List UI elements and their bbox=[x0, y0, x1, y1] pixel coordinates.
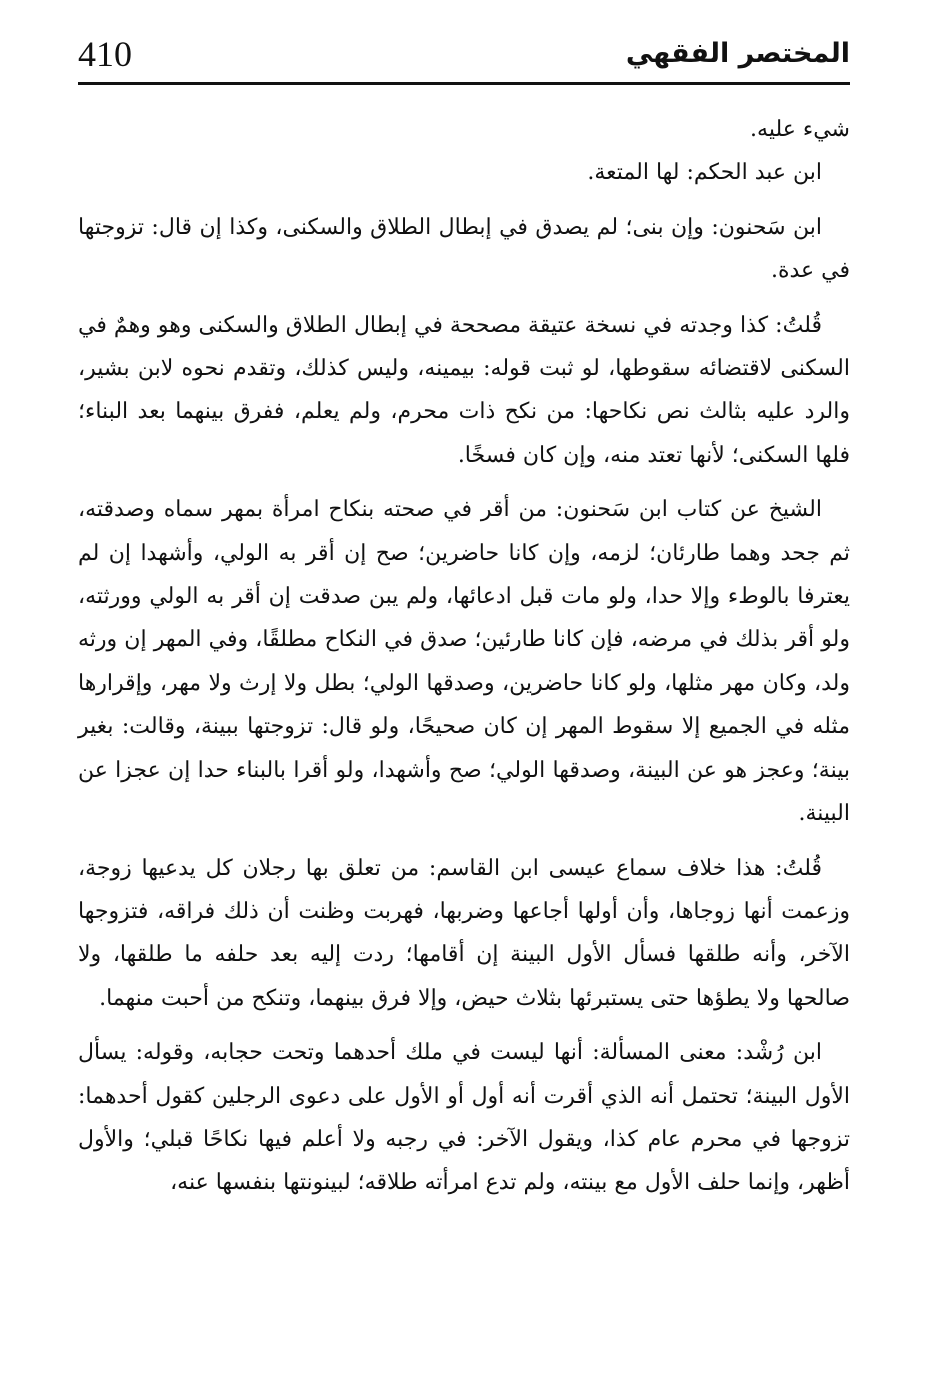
paragraph-3: ابن سَحنون: وإن بنى؛ لم يصدق في إبطال الطلاق والسكنى، وكذا إن قال: تزوجتها في عدة. bbox=[78, 214, 850, 284]
paragraph-5: الشيخ عن كتاب ابن سَحنون: من أقر في صحته بنكاح امرأة بمهر سماه وصدقته، ثم جحد وهما طارئان؛ لزمه، وإن كانا حاضرين؛ صح إن أقر به الولي، وأشهدا إن لم يعترفا بالوطء وإلا حدا، ولو مات قبل ادعائها، ولم يبن صدقت إن أقر به الولي وورثته، ولو أقر بذلك في مرضه، فإن كانا طارئين؛ صدق في النكاح مطلقًا، وفي المهر إن ورثه ولد، وكان مهر مثلها، ولو كانا حاضرين، وصدقها الولي؛ بطل ولا إرث ولا مهر، وإقرارها مثله في الجميع إلا سقوط المهر إن كان صحيحًا، ولو قال: تزوجتها ببينة، وقالت: بغير بينة؛ وعجز هو عن البينة، وصدقها الولي؛ صح وأشهدا، ولو أقرا بالبناء حدا إن عجزا عن البينة. bbox=[78, 497, 850, 827]
book-title: المختصر الفقهي bbox=[625, 38, 850, 69]
page-header bbox=[78, 30, 850, 78]
paragraph-6: قُلتُ: هذا خلاف سماع عيسى ابن القاسم: من تعلق بها رجلان كل يدعيها زوجة، وزعمت أنها زوجاها، وأن أولها أجاعها وضربها، فهربت وظنت أن ذلك فراقه، فتزوجها الآخر، وأنه طلقها فسأل الأول البينة إن أقامها؛ ردت إليه بعد حلفه ما طلقها، ولا صالحها ولا يطؤها حتى يستبرئها بثلاث حيض، وإلا فرق بينهما، وتنكح من أحبت منهما. bbox=[78, 855, 850, 1011]
paragraph-1: شيء عليه. bbox=[750, 117, 850, 142]
header-divider bbox=[78, 82, 850, 85]
paragraph-2: ابن عبد الحكم: لها المتعة. bbox=[587, 160, 822, 186]
paragraph-4: قُلتُ: كذا وجدته في نسخة عتيقة مصححة في إبطال الطلاق والسكنى وهو وهمٌ في السكنى لاقتضائه سقوطها، لو ثبت قوله: بيمينه، وليس كذلك، وتقدم نحوه لابن بشير، والرد عليه بثالث نص نكاحها: من نكح ذات محرم، ولم يعلم، ففرق بينهما بعد البناء؛ فلها السكنى؛ لأنها تعتد منه، وإن كان فسخًا. bbox=[78, 312, 850, 468]
paragraph-7: ابن رُشْد: معنى المسألة: أنها ليست في ملك أحدهما وتحت حجابه، وقوله: يسأل الأول البينة؛ تحتمل أنه الذي أقرت أنه أول أو الأول على دعوى الرجلين كقول أحدهما: تزوجها في محرم عام كذا، ويقول الآخر: في رجبه ولا أعلم فيها نكاحًا قبلي؛ والأول أظهر، وإنما حلف الأول مع بينته، ولم تدع امرأته طلاقه؛ لبينونتها بنفسها عنه، bbox=[78, 1040, 850, 1196]
page-number: 410 bbox=[78, 34, 132, 74]
page-body bbox=[78, 108, 850, 1216]
